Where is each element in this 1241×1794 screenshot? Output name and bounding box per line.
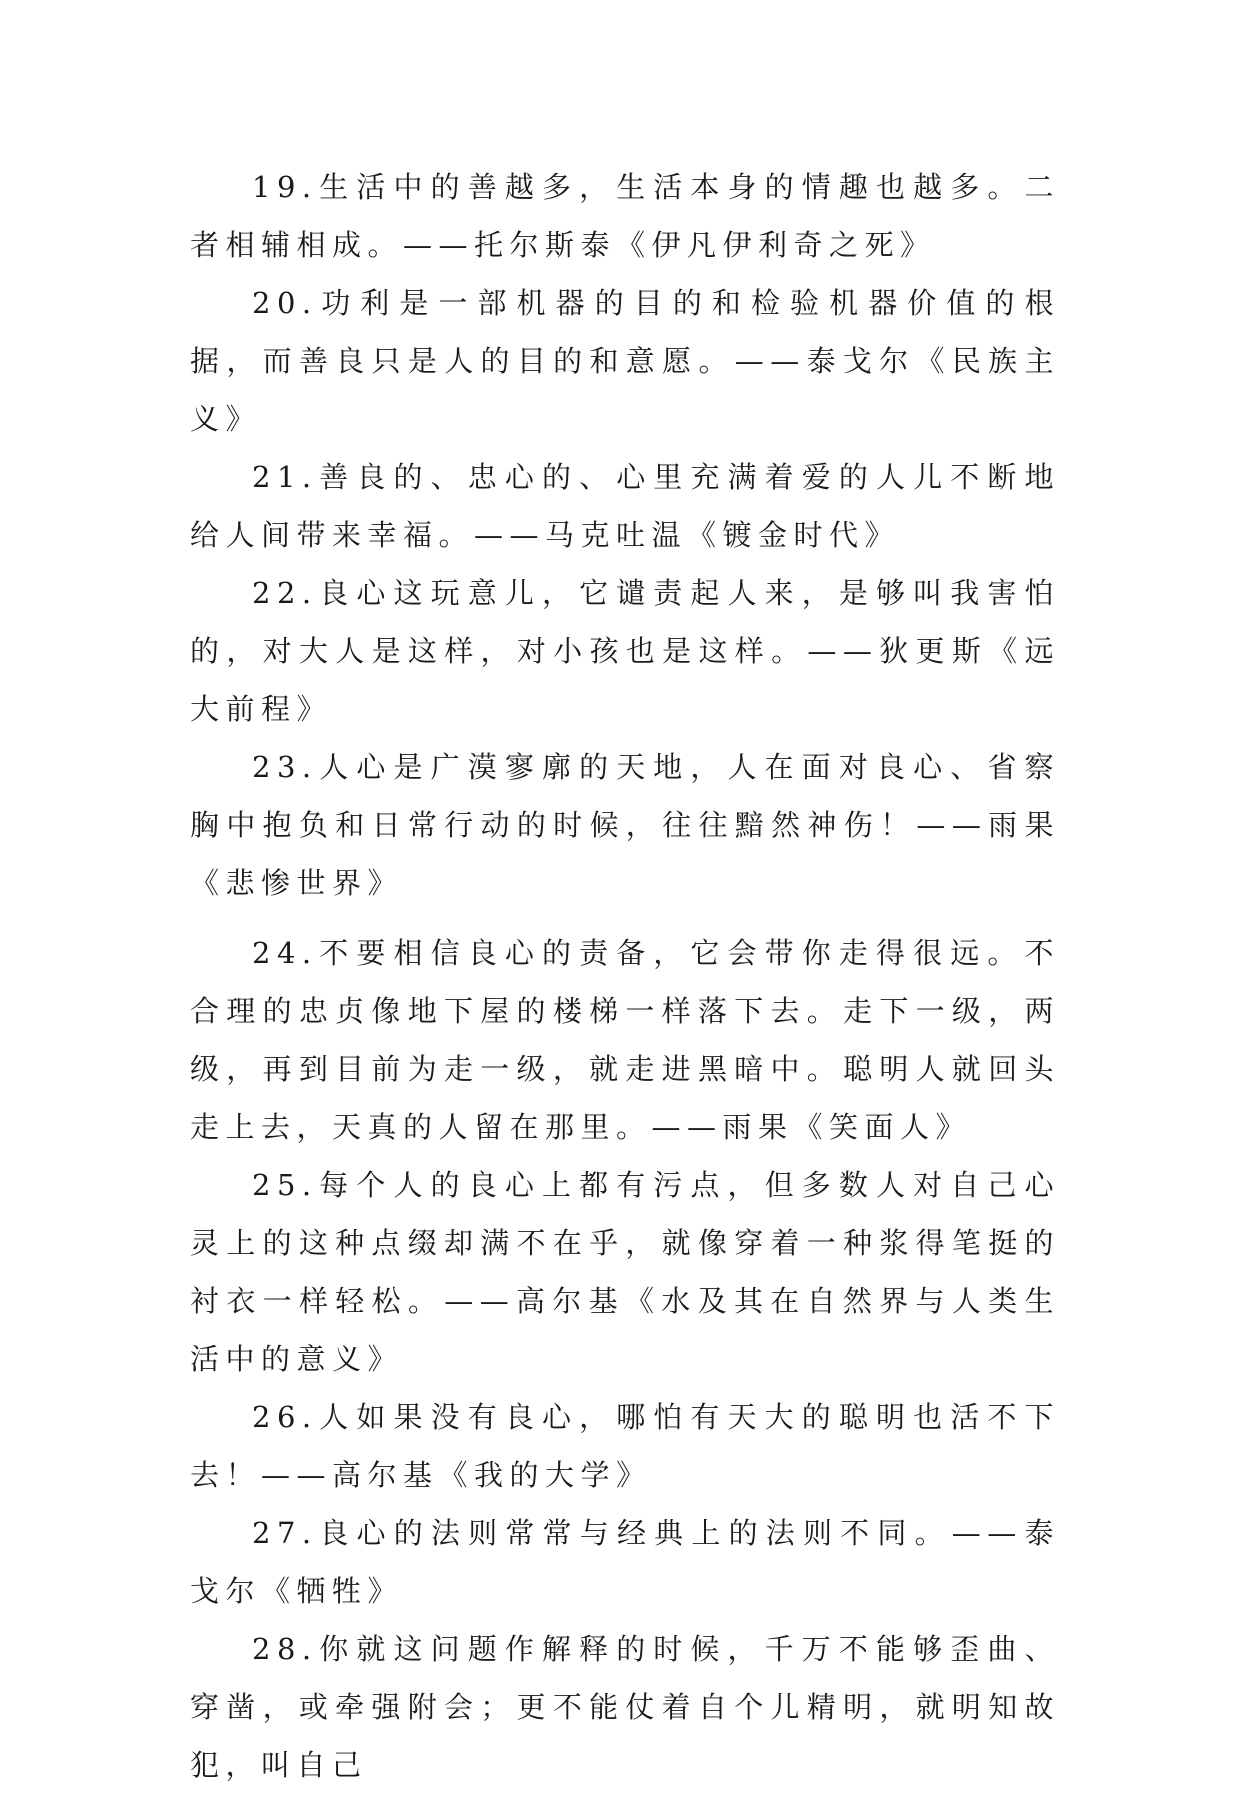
quote-paragraph-21: 21.善良的、忠心的、心里充满着爱的人儿不断地给人间带来幸福。——马克吐温《镀金时代》 [190, 460, 1060, 552]
quote-paragraph-25: 25.每个人的良心上都有污点，但多数人对自己心灵上的这种点缀却满不在乎，就像穿着一种浆得笔挺的衬衣一样轻松。——高尔基《水及其在自然界与人类生活中的意义》 [190, 1168, 1060, 1376]
quote-paragraph-19: 19.生活中的善越多，生活本身的情趣也越多。二者相辅相成。——托尔斯泰《伊凡伊利奇之死》 [190, 170, 1060, 262]
quote-paragraph-24: 24.不要相信良心的责备，它会带你走得很远。不合理的忠贞像地下屋的楼梯一样落下去。走下一级，两级，再到目前为走一级，就走进黑暗中。聪明人就回头走上去，天真的人留在那里。——雨果《笑面人》 [190, 936, 1060, 1144]
quote-paragraph-23: 23.人心是广漠寥廓的天地，人在面对良心、省察胸中抱负和日常行动的时候，往往黯然神伤！——雨果《悲惨世界》 [190, 750, 1060, 900]
quote-paragraph-22: 22.良心这玩意儿，它谴责起人来，是够叫我害怕的，对大人是这样，对小孩也是这样。——狄更斯《远大前程》 [190, 576, 1060, 726]
quote-paragraph-26: 26.人如果没有良心，哪怕有天大的聪明也活不下去！——高尔基《我的大学》 [190, 1400, 1060, 1492]
document-body [190, 158, 1060, 1794]
quote-paragraph-27: 27.良心的法则常常与经典上的法则不同。——泰戈尔《牺牲》 [190, 1516, 1060, 1608]
quote-paragraph-28: 28.你就这问题作解释的时候，千万不能够歪曲、穿凿，或牵强附会；更不能仗着自个儿精明，就明知故犯，叫自己 [190, 1632, 1060, 1782]
quote-paragraph-20: 20.功利是一部机器的目的和检验机器价值的根据，而善良只是人的目的和意愿。——泰戈尔《民族主义》 [190, 286, 1060, 436]
